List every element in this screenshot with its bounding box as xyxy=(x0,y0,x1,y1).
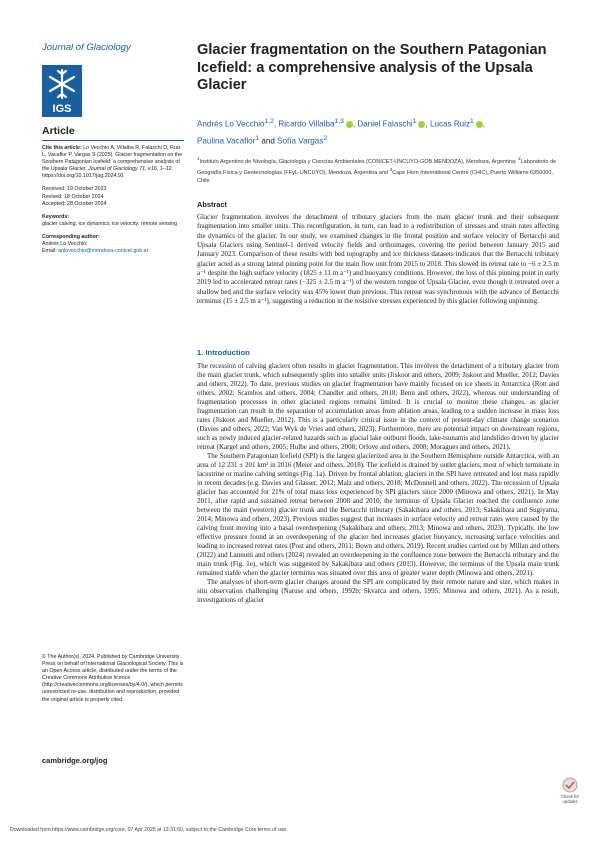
cite-journal-vol: Journal of Glaciology 71, xyxy=(88,166,147,173)
author-2-sup: 1,3 xyxy=(334,118,344,125)
cite-text: Lo Vecchio A, Villalba R, Falaschi D, Ruiz L, Vacaflor P, Vargas S (2025). Glacier fragmentation on the Southern Patagonian Icefield: a comprehensive analysis of the Upsala Glacier. xyxy=(42,145,183,173)
dates xyxy=(42,186,184,207)
igs-logo xyxy=(42,65,82,117)
site-link[interactable]: cambridge.org/jog xyxy=(42,756,108,765)
author-4-sup: 1 xyxy=(470,118,474,125)
keywords-text: glacier calving; ice dynamics; ice velocity; remote sensing xyxy=(42,220,178,227)
author-sep: , xyxy=(482,119,486,129)
cite-label: Cite this article: xyxy=(42,145,82,151)
email-link[interactable]: anlovecchio@mendoza-conicet.gob.ar xyxy=(58,248,149,255)
affil-1: Instituto Argentino de Nivología, Glaciología y Ciencias Ambientales (CONICET-UNCUYO-GOB.MENDOZA), Mendoza, Argentina; xyxy=(199,158,517,165)
left-sidebar xyxy=(42,42,184,255)
affil-1-sup: 1 xyxy=(197,156,200,161)
badge-line2: updates xyxy=(562,799,578,804)
abstract-heading: Abstract xyxy=(197,200,227,209)
cite-doi[interactable]: e16, 1–12. https://doi.org/10.1017/jog.2024.91 xyxy=(42,166,174,180)
article-type: Article xyxy=(42,125,75,137)
author-6[interactable]: Sofía Vargas xyxy=(277,136,324,146)
author-5[interactable]: Paulina Vacaflor xyxy=(197,136,256,146)
author-sep: , xyxy=(352,119,356,129)
section-heading: 1. Introduction xyxy=(197,348,250,357)
igs-logo-text: IGS xyxy=(52,103,72,115)
license-text: © The Author(s), 2024. Published by Cambridge University Press on behalf of International Glaciological Society. This is an Open Access article, distributed under the terms of the Creative Commons Attribution licence (http://creativecommons.org/licenses/by/4.0/), which permits unrestricted re-use, distribution and reproduction, provided the original article is properly cited. xyxy=(42,654,184,703)
affiliations xyxy=(197,155,559,185)
author-2[interactable]: Ricardo Villalba xyxy=(278,119,335,129)
badge-line1: Check for xyxy=(561,794,579,799)
affil-3: Cape Horn International Centre (CHIC), Puerto Williams 6350000, Chile xyxy=(197,170,553,184)
revised-date: Revised: 18 October 2024 xyxy=(42,193,104,200)
author-1[interactable]: Andrés Lo Vecchio xyxy=(197,119,265,129)
paragraph: The analyses of short-term glacier changes around the SPI are complicated by their remote nature and size, which makes in situ observation challenging (Naruse and others, 1992b; Skvarca and others, 1995; Minowa and others, 2021). As a result, investigations of glacier xyxy=(197,578,559,604)
abstract-text: Glacier fragmentation involves the detachment of tributary glaciers from the main glacier trunk and their subsequent fragmentation into smaller units. This reconfiguration, in turn, can lead to a redistribution of stresses and strain rates affecting the dynamics of the glacier. In our study, we examined changes in the frontal position and surface velocity of Bertacchi and Upsala Glaciers using Sentinel-1 derived velocity fields and orthoimages, covering the period between January 2015 and January 2023. Comparison of these results with bed topography and ice thickness datasets indicates that the Bertacchi tributary glacier acted as a strong lateral pinning point for the main flow unit from 2015 to 2018. This slowed its retreat rate to −6 ± 2.5 m a⁻¹ despite the high surface velocity (1825 ± 11 m a⁻¹) and buoyancy conditions. However, the loss of this pinning point in early 2019 led to accelerated retreat rates (−325 ± 2.5 m a⁻¹) of the western tongue of Upsala Glacier, even though it retreated over a shallow bed and the surface velocity was 45% lower than previous. This retreat was synchronous with the advance of Bertacchi terminus (15 ± 2.5 m a⁻¹), suggesting a reduction in the resistive stresses experienced by this glacier following unpinning. xyxy=(197,213,559,306)
title-block xyxy=(197,42,559,95)
author-3-sup: 1 xyxy=(412,118,417,125)
citation xyxy=(42,145,184,180)
author-sep: , xyxy=(273,119,277,129)
introduction-body xyxy=(197,362,559,605)
keywords xyxy=(42,214,184,228)
snowflake-icon xyxy=(42,65,82,117)
author-3[interactable]: Daniel Falaschi xyxy=(357,119,413,129)
email-label: Email: xyxy=(42,248,57,255)
paragraph: The Southern Patagonian Icefield (SPI) is the largest glacierized area in the Southern Hemisphere outside Antarctica, with an area of 12 231 ± 201 km² in 2016 (Meier and others, 2018). The icefield is drained by outlet glaciers, most of which terminate in lacustrine or marine calving settings (Fig. 1a). Driven by frontal ablation, glaciers in the SPI have retreated and lost mass rapidly in recent decades (e.g. Davies and Glasser, 2012; Malz and others, 2018; McDonnell and others, 2022). The recession of Upsala glacier has accounted for 21% of total mass loss experienced by SPI glaciers since 2000 (Minowa and others, 2021). In May 2011, after rapid and sustained retreat between 2008 and 2010, the terminus of Upsala Glacier reached the confluence zone between the main (western) glacier trunk and the Bertacchi tributary (Sakakibara and others, 2013; Sakakibara and Sugiyama, 2014; Minowa and others, 2023). Previous studies suggest that increases in surface velocity and retreat rates were caused by the calving front moving into a basal overdeepening (Sakakibara and others, 2013; Minowa and others, 2023). Typically, the low effective pressure found at an overdeepening of the glacier bed increases glacier buoyancy, increasing surface velocities and leading to increased retreat rates (Post and others, 2011; Bown and others, 2019). Recent studies carried out by Millan and others (2022) and Lannutti and others (2024) revealed an overdeepening in the confluence zone between the Bertacchi tributary and the main trunk (Fig. 1e), which was suggested by Sakakibara and others (2013). However, the terminus of the Upsala main trunk remained stable when the glacier terminus was situated over this area of greater water depth (Minowa and others, 2021). xyxy=(197,452,559,577)
affil-3-sup: 3 xyxy=(389,167,393,173)
author-1-sup: 1,2 xyxy=(264,118,274,125)
author-5-sup: 1 xyxy=(255,134,260,142)
corresponding-name: Andrés Lo Vecchio; xyxy=(42,241,88,248)
orcid-icon[interactable] xyxy=(346,119,356,129)
download-footer: Downloaded from https://www.cambridge.org/core. 07 Apr 2025 at 13:31:50, subject to the Cambridge Core terms of use. xyxy=(10,827,288,833)
accepted-date: Accepted: 28 October 2024 xyxy=(42,200,107,207)
journal-name[interactable]: Journal of Glaciology xyxy=(42,42,131,53)
check-updates-icon xyxy=(555,775,585,805)
corresponding-author xyxy=(42,234,184,255)
divider xyxy=(42,140,184,141)
author-sep: , xyxy=(425,119,428,129)
author-list xyxy=(197,115,557,148)
orcid-icon[interactable] xyxy=(476,119,486,129)
check-for-updates-badge[interactable] xyxy=(555,775,585,805)
received-date: Received: 19 October 2023 xyxy=(42,186,107,193)
keywords-label: Keywords: xyxy=(42,213,70,220)
author-and: and xyxy=(261,136,275,146)
affil-2-sup: 2 xyxy=(518,156,521,161)
author-6-sup: 2 xyxy=(323,134,328,142)
affil-2: Laboratorio de Geografía Física y Geotecnologías (FFyL-UNCUYO), Mendoza, Argentina and xyxy=(197,158,557,177)
page-title: Glacier fragmentation on the Southern Patagonian Icefield: a comprehensive analysis of the Upsala Glacier xyxy=(197,42,547,94)
corresponding-label: Corresponding author: xyxy=(42,233,100,240)
paragraph: The recession of calving glaciers often results in glacier fragmentation. This involves the detachment of a tributary glacier from the main glacier trunk, which subsequently splits into smaller units (Jiskoot and others, 2009; Jiskoot and Mueller, 2012; Davies and others, 2022). To date, previous studies on glacier fragmentation have mainly focused on ice sheets in Antarctica (Rott and others, 2002; Scambos and others, 2004; Chandler and others, 2018; Benn and others, 2022), whereas our understanding of fragmentation processes in other glaciated regions remains limited. It is crucial to monitor these changes, as glacier fragmentation can result in the separation of accumulation areas from ablation areas, leading to a sudden increase in mass loss rates (Jiskoot and Mueller, 2012). This is a particularly critical issue in the context of present-day climate change scenarios (Davies and others, 2022; Van Wyk de Vries and others, 2023). Furthermore, there are potential impact on downstream regions, such as newly induced glacier-related hazards such as glacial lake outburst floods, lake-tsunamis and landslides driven by glacier retreat (Kargel and others, 2005; Hulbe and others, 2008; Orlove and others, 2008; Moragues and others, 2021). xyxy=(197,362,559,451)
author-4[interactable]: Lucas Ruiz xyxy=(429,119,471,129)
